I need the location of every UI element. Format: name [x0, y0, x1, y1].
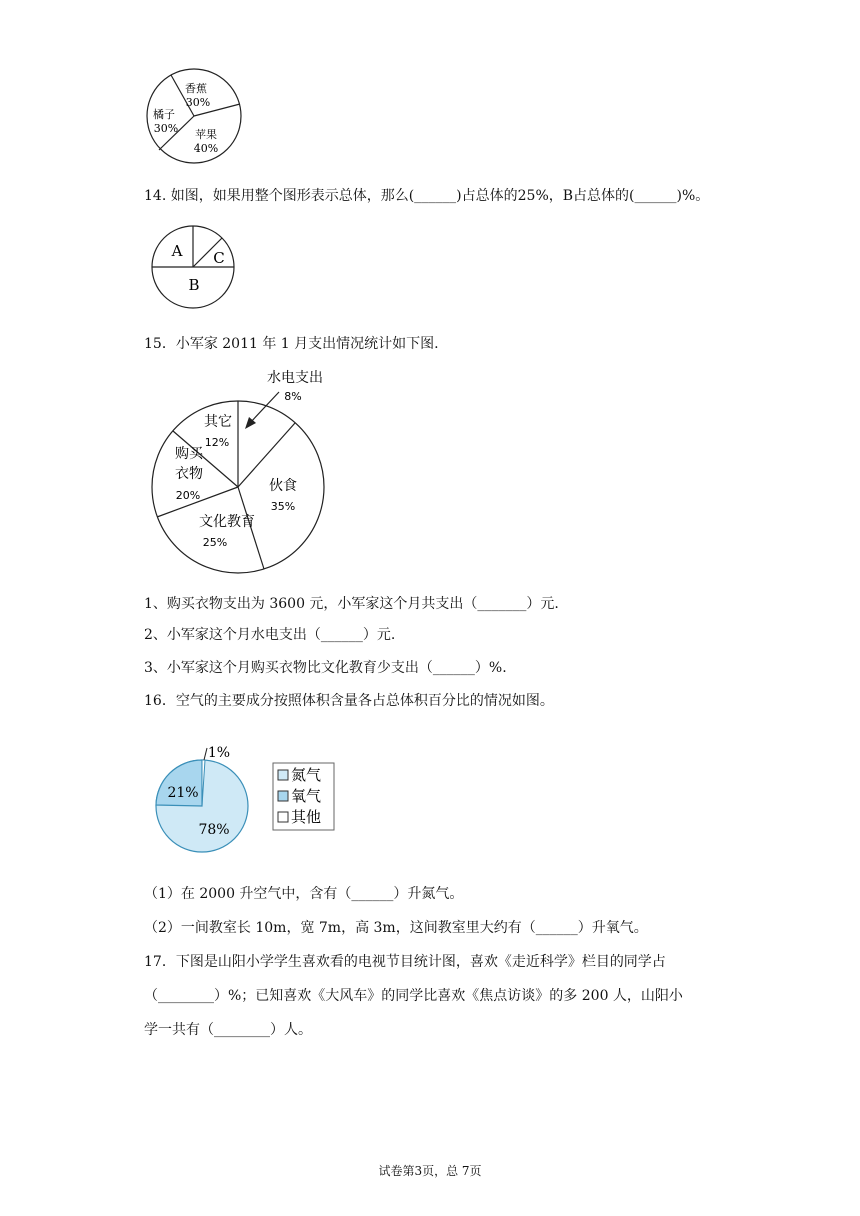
- expense-label-clothes-1: 购买: [175, 446, 203, 462]
- air-pct-oxygen: 21%: [167, 785, 199, 801]
- air-pct-nitrogen: 78%: [198, 822, 230, 838]
- question-16-intro: 16．空气的主要成分按照体积含量各占总体积百分比的情况如图。: [144, 693, 554, 709]
- legend-swatch-other: [278, 812, 288, 822]
- legend-label-oxygen: 氧气: [291, 787, 322, 805]
- question-15-sub3: 3、小军家这个月购买衣物比文化教育少支出（______）%.: [144, 660, 507, 676]
- question-17-line2: （________）%；已知喜欢《大风车》的同学比喜欢《焦点访谈》的多 200 人，山阳小: [144, 988, 683, 1004]
- air-other-pointer: [204, 748, 207, 760]
- abc-label-b: B: [188, 276, 200, 294]
- expense-pct-edu: 25%: [202, 536, 228, 549]
- fruit-label-banana: 香蕉: [185, 82, 207, 95]
- abc-label-c: C: [213, 249, 225, 267]
- expense-label-water: 水电支出: [267, 370, 323, 386]
- abc-label-a: A: [171, 242, 183, 260]
- fruit-pct-banana: 30%: [185, 96, 211, 109]
- expense-label-food: 伙食: [269, 478, 297, 494]
- abc-pie-chart: [148, 224, 238, 310]
- question-17-line3: 学一共有（________）人。: [144, 1022, 312, 1038]
- expense-label-other: 其它: [204, 414, 232, 430]
- expense-pct-food: 35%: [270, 500, 296, 513]
- legend-swatch-oxygen: [278, 791, 288, 801]
- expense-pct-other: 12%: [204, 436, 230, 449]
- fruit-pct-apple: 40%: [193, 142, 219, 155]
- fruit-pct-orange: 30%: [153, 122, 179, 135]
- air-pct-other: 1%: [207, 745, 231, 761]
- expense-label-edu: 文化教育: [199, 514, 255, 530]
- expense-pie-chart: [145, 362, 345, 576]
- fruit-label-orange: 橘子: [153, 108, 175, 121]
- air-pie-chart: [150, 740, 260, 860]
- expense-pct-clothes: 20%: [175, 489, 201, 502]
- legend-label-other: 其他: [291, 808, 322, 826]
- page-footer: 试卷第3页，总 7页: [378, 1164, 482, 1178]
- question-15-intro: 15．小军家 2011 年 1 月支出情况统计如下图.: [144, 336, 439, 352]
- question-16-sub2: （2）一间教室长 10m，宽 7m，高 3m，这间教室里大约有（______）升氧气。: [144, 920, 648, 936]
- legend-swatch-nitrogen: [278, 770, 288, 780]
- expense-pct-water: 8%: [284, 390, 302, 403]
- question-15-sub2: 2、小军家这个月水电支出（______）元.: [144, 627, 396, 643]
- question-14-text: 14. 如图，如果用整个图形表示总体，那么(______)占总体的25%，B占总体的(______)%。: [144, 188, 710, 204]
- air-legend: [272, 762, 336, 832]
- question-17-line1: 17．下图是山阳小学学生喜欢看的电视节目统计图，喜欢《走近科学》栏目的同学占: [144, 954, 666, 970]
- expense-label-clothes-2: 衣物: [175, 466, 203, 482]
- question-16-sub1: （1）在 2000 升空气中，含有（______）升氮气。: [144, 886, 464, 902]
- fruit-label-apple: 苹果: [195, 128, 217, 141]
- fruit-pie-chart: [140, 66, 250, 170]
- legend-label-nitrogen: 氮气: [291, 766, 322, 784]
- question-15-sub1: 1、购买衣物支出为 3600 元，小军家这个月共支出（_______）元.: [144, 596, 559, 612]
